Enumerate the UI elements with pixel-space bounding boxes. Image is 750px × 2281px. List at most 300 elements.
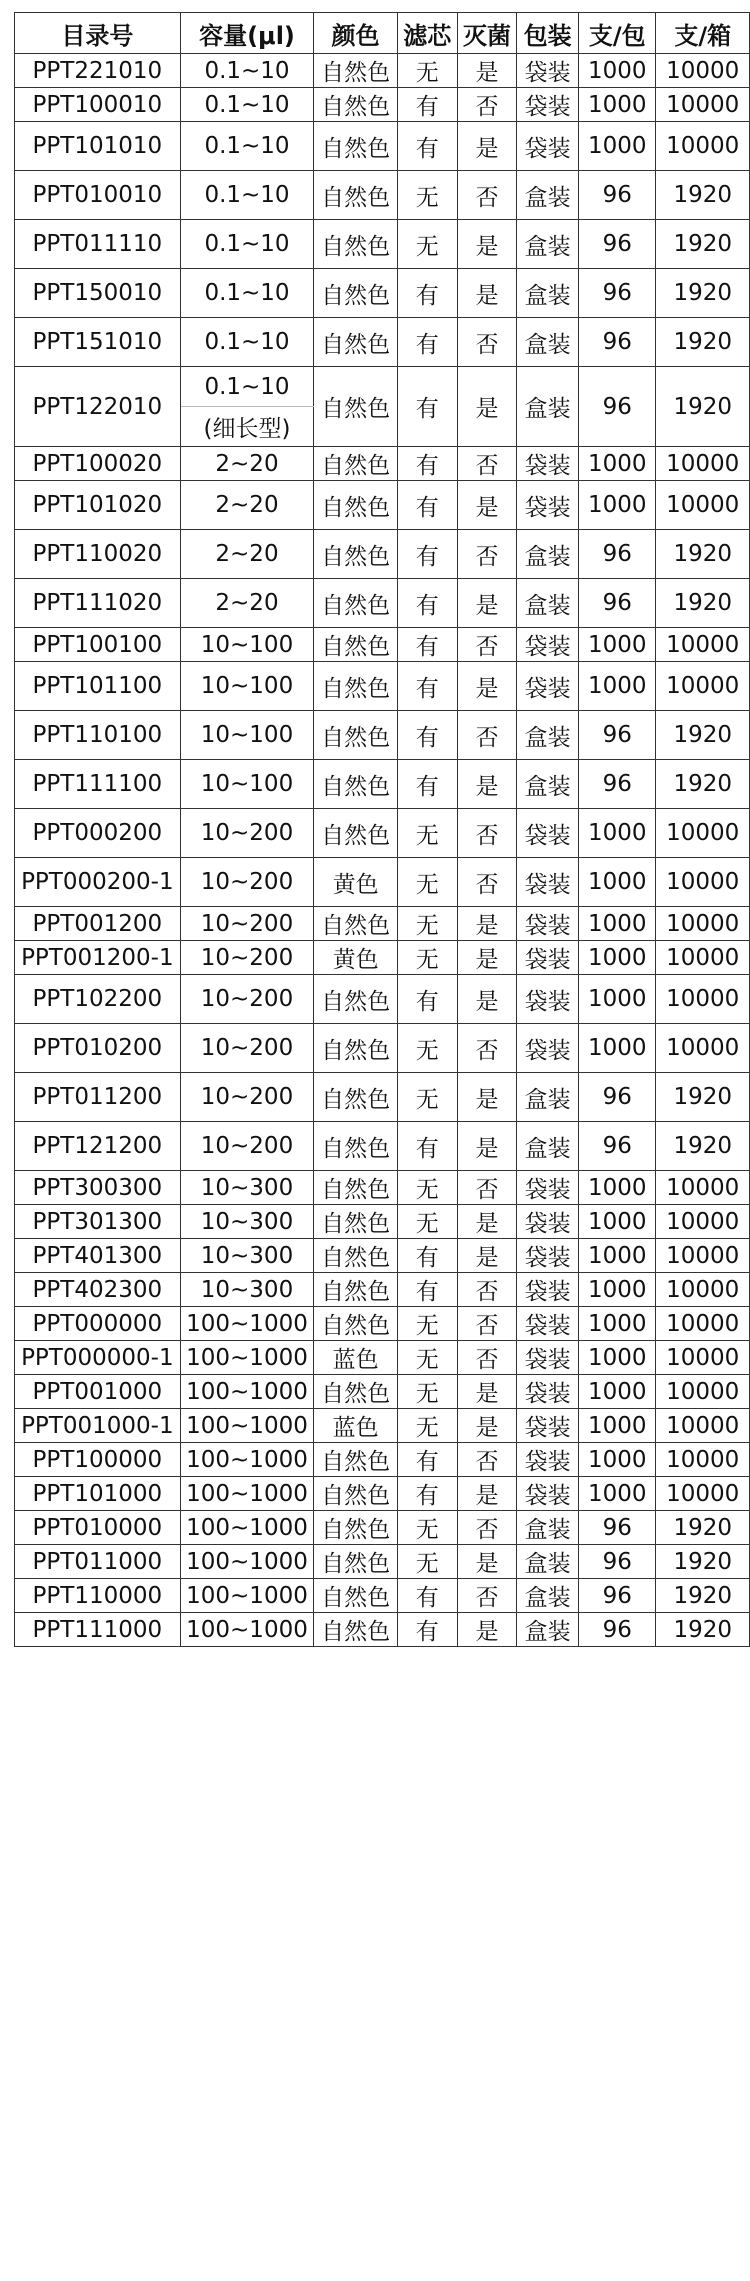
per-pack-cell: 1000 <box>578 809 656 858</box>
per-pack-cell: 1000 <box>578 447 656 481</box>
catalog-no-cell: PPT150010 <box>15 269 181 318</box>
sterile-cell: 是 <box>457 1073 517 1122</box>
color-cell: 自然色 <box>314 1273 398 1307</box>
catalog-no-cell: PPT100020 <box>15 447 181 481</box>
filter-cell: 有 <box>397 269 457 318</box>
catalog-no-cell: PPT111020 <box>15 579 181 628</box>
per-pack-cell: 96 <box>578 1613 656 1647</box>
packaging-cell: 盒装 <box>517 711 579 760</box>
volume-cell: 100~1000 <box>180 1477 314 1511</box>
table-row <box>15 760 750 809</box>
catalog-no-cell: PPT011110 <box>15 220 181 269</box>
per-case-cell: 10000 <box>656 1375 750 1409</box>
sterile-cell: 是 <box>457 122 517 171</box>
volume-cell: 100~1000 <box>180 1545 314 1579</box>
sterile-cell: 否 <box>457 88 517 122</box>
per-pack-cell: 1000 <box>578 941 656 975</box>
filter-cell: 有 <box>397 1443 457 1477</box>
per-case-cell: 10000 <box>656 54 750 88</box>
volume-cell: 10~100 <box>180 628 314 662</box>
filter-cell: 有 <box>397 711 457 760</box>
catalog-no-cell: PPT121200 <box>15 1122 181 1171</box>
packaging-cell: 袋装 <box>517 481 579 530</box>
sterile-cell: 是 <box>457 481 517 530</box>
sterile-cell: 是 <box>457 1205 517 1239</box>
volume-cell: 2~20 <box>180 481 314 530</box>
per-pack-cell: 1000 <box>578 975 656 1024</box>
catalog-no-cell: PPT010000 <box>15 1511 181 1545</box>
volume-cell: 10~300 <box>180 1239 314 1273</box>
table-row <box>15 941 750 975</box>
per-pack-cell: 1000 <box>578 1205 656 1239</box>
per-pack-cell: 1000 <box>578 907 656 941</box>
volume-cell: 100~1000 <box>180 1409 314 1443</box>
header-per-pack: 支/包 <box>578 13 656 54</box>
color-cell: 自然色 <box>314 1171 398 1205</box>
table-row <box>15 318 750 367</box>
per-pack-cell: 96 <box>578 1545 656 1579</box>
volume-cell: 10~100 <box>180 662 314 711</box>
packaging-cell: 袋装 <box>517 1409 579 1443</box>
volume-cell: 10~200 <box>180 907 314 941</box>
filter-cell: 有 <box>397 1613 457 1647</box>
packaging-cell: 盒装 <box>517 220 579 269</box>
per-case-cell: 1920 <box>656 579 750 628</box>
filter-cell: 无 <box>397 1409 457 1443</box>
filter-cell: 有 <box>397 628 457 662</box>
catalog-no-cell: PPT101100 <box>15 662 181 711</box>
table-row <box>15 809 750 858</box>
volume-cell: 100~1000 <box>180 1341 314 1375</box>
table-row <box>15 1545 750 1579</box>
color-cell: 自然色 <box>314 628 398 662</box>
per-case-cell: 10000 <box>656 1341 750 1375</box>
catalog-no-cell: PPT000000-1 <box>15 1341 181 1375</box>
per-case-cell: 10000 <box>656 907 750 941</box>
packaging-cell: 袋装 <box>517 1307 579 1341</box>
volume-cell: 10~300 <box>180 1205 314 1239</box>
filter-cell: 无 <box>397 941 457 975</box>
volume-cell: 10~100 <box>180 711 314 760</box>
table-row <box>15 662 750 711</box>
filter-cell: 无 <box>397 1545 457 1579</box>
sterile-cell: 是 <box>457 1613 517 1647</box>
color-cell: 自然色 <box>314 809 398 858</box>
color-cell: 自然色 <box>314 975 398 1024</box>
packaging-cell: 盒装 <box>517 1073 579 1122</box>
color-cell: 自然色 <box>314 1307 398 1341</box>
packaging-cell: 袋装 <box>517 907 579 941</box>
per-case-cell: 10000 <box>656 1307 750 1341</box>
per-case-cell: 1920 <box>656 171 750 220</box>
color-cell: 自然色 <box>314 1239 398 1273</box>
table-row <box>15 220 750 269</box>
table-row <box>15 628 750 662</box>
table-row <box>15 1239 750 1273</box>
catalog-no-cell: PPT001000-1 <box>15 1409 181 1443</box>
per-pack-cell: 1000 <box>578 662 656 711</box>
packaging-cell: 袋装 <box>517 122 579 171</box>
color-cell: 自然色 <box>314 269 398 318</box>
per-case-cell: 10000 <box>656 975 750 1024</box>
packaging-cell: 盒装 <box>517 760 579 809</box>
sterile-cell: 否 <box>457 628 517 662</box>
catalog-no-cell: PPT151010 <box>15 318 181 367</box>
table-row <box>15 1443 750 1477</box>
catalog-no-cell: PPT101020 <box>15 481 181 530</box>
color-cell: 黄色 <box>314 941 398 975</box>
catalog-no-cell: PPT110100 <box>15 711 181 760</box>
packaging-cell: 盒装 <box>517 367 579 447</box>
catalog-no-cell: PPT111100 <box>15 760 181 809</box>
per-pack-cell: 1000 <box>578 1375 656 1409</box>
per-case-cell: 10000 <box>656 1171 750 1205</box>
packaging-cell: 盒装 <box>517 269 579 318</box>
per-pack-cell: 1000 <box>578 858 656 907</box>
filter-cell: 无 <box>397 907 457 941</box>
filter-cell: 无 <box>397 809 457 858</box>
filter-cell: 有 <box>397 122 457 171</box>
packaging-cell: 袋装 <box>517 1443 579 1477</box>
color-cell: 自然色 <box>314 1205 398 1239</box>
filter-cell: 有 <box>397 1477 457 1511</box>
color-cell: 自然色 <box>314 579 398 628</box>
filter-cell: 无 <box>397 1375 457 1409</box>
catalog-no-cell: PPT010010 <box>15 171 181 220</box>
sterile-cell: 否 <box>457 809 517 858</box>
per-pack-cell: 1000 <box>578 1477 656 1511</box>
catalog-no-cell: PPT300300 <box>15 1171 181 1205</box>
per-case-cell: 1920 <box>656 1073 750 1122</box>
per-case-cell: 1920 <box>656 367 750 447</box>
catalog-no-cell: PPT001200-1 <box>15 941 181 975</box>
catalog-no-cell: PPT111000 <box>15 1613 181 1647</box>
catalog-no-cell: PPT401300 <box>15 1239 181 1273</box>
volume-cell: 10~200 <box>180 809 314 858</box>
packaging-cell: 袋装 <box>517 628 579 662</box>
per-pack-cell: 1000 <box>578 122 656 171</box>
table-row <box>15 54 750 88</box>
per-pack-cell: 96 <box>578 269 656 318</box>
filter-cell: 有 <box>397 530 457 579</box>
table-body <box>15 54 750 1647</box>
table-row <box>15 122 750 171</box>
per-pack-cell: 1000 <box>578 1239 656 1273</box>
color-cell: 自然色 <box>314 1024 398 1073</box>
color-cell: 自然色 <box>314 318 398 367</box>
filter-cell: 有 <box>397 88 457 122</box>
filter-cell: 无 <box>397 1341 457 1375</box>
color-cell: 自然色 <box>314 220 398 269</box>
per-case-cell: 10000 <box>656 858 750 907</box>
per-pack-cell: 1000 <box>578 1307 656 1341</box>
table-row <box>15 171 750 220</box>
per-case-cell: 1920 <box>656 760 750 809</box>
sterile-cell: 是 <box>457 975 517 1024</box>
filter-cell: 无 <box>397 1511 457 1545</box>
per-pack-cell: 96 <box>578 1122 656 1171</box>
sterile-cell: 是 <box>457 1545 517 1579</box>
per-case-cell: 1920 <box>656 1579 750 1613</box>
filter-cell: 无 <box>397 54 457 88</box>
color-cell: 自然色 <box>314 122 398 171</box>
per-pack-cell: 1000 <box>578 1409 656 1443</box>
per-pack-cell: 96 <box>578 220 656 269</box>
table-row <box>15 269 750 318</box>
filter-cell: 无 <box>397 171 457 220</box>
sterile-cell: 否 <box>457 1307 517 1341</box>
per-case-cell: 10000 <box>656 1024 750 1073</box>
sterile-cell: 是 <box>457 907 517 941</box>
per-case-cell: 10000 <box>656 628 750 662</box>
catalog-no-cell: PPT001000 <box>15 1375 181 1409</box>
color-cell: 自然色 <box>314 1613 398 1647</box>
per-case-cell: 10000 <box>656 1273 750 1307</box>
filter-cell: 无 <box>397 1024 457 1073</box>
color-cell: 自然色 <box>314 662 398 711</box>
packaging-cell: 盒装 <box>517 1122 579 1171</box>
color-cell: 自然色 <box>314 530 398 579</box>
color-cell: 蓝色 <box>314 1409 398 1443</box>
sterile-cell: 是 <box>457 367 517 447</box>
per-case-cell: 1920 <box>656 318 750 367</box>
header-color: 颜色 <box>314 13 398 54</box>
packaging-cell: 袋装 <box>517 88 579 122</box>
volume-cell: 0.1~10 <box>180 88 314 122</box>
volume-cell: 0.1~10 <box>180 318 314 367</box>
catalog-no-cell: PPT100000 <box>15 1443 181 1477</box>
volume-cell: 2~20 <box>180 530 314 579</box>
table-row <box>15 1307 750 1341</box>
per-pack-cell: 96 <box>578 711 656 760</box>
packaging-cell: 袋装 <box>517 809 579 858</box>
packaging-cell: 袋装 <box>517 662 579 711</box>
catalog-no-cell: PPT100100 <box>15 628 181 662</box>
sterile-cell: 否 <box>457 1511 517 1545</box>
sterile-cell: 否 <box>457 858 517 907</box>
volume-cell: 0.1~10 <box>180 54 314 88</box>
per-case-cell: 10000 <box>656 1409 750 1443</box>
header-row <box>15 13 750 54</box>
color-cell: 自然色 <box>314 760 398 809</box>
volume-cell: 0.1~10 <box>180 220 314 269</box>
color-cell: 自然色 <box>314 1122 398 1171</box>
color-cell: 自然色 <box>314 54 398 88</box>
catalog-no-cell: PPT301300 <box>15 1205 181 1239</box>
per-pack-cell: 96 <box>578 1511 656 1545</box>
per-pack-cell: 96 <box>578 530 656 579</box>
header-packaging: 包装 <box>517 13 579 54</box>
per-case-cell: 10000 <box>656 809 750 858</box>
color-cell: 自然色 <box>314 447 398 481</box>
per-case-cell: 1920 <box>656 1545 750 1579</box>
volume-cell: 100~1000 <box>180 1307 314 1341</box>
catalog-no-cell: PPT100010 <box>15 88 181 122</box>
per-case-cell: 10000 <box>656 1239 750 1273</box>
table-row <box>15 1273 750 1307</box>
color-cell: 自然色 <box>314 711 398 760</box>
catalog-no-cell: PPT122010 <box>15 367 181 447</box>
per-case-cell: 1920 <box>656 1122 750 1171</box>
per-case-cell: 1920 <box>656 711 750 760</box>
sterile-cell: 否 <box>457 1443 517 1477</box>
filter-cell: 有 <box>397 662 457 711</box>
catalog-no-cell: PPT110020 <box>15 530 181 579</box>
table-row <box>15 1409 750 1443</box>
filter-cell: 无 <box>397 1171 457 1205</box>
header-catalog-no: 目录号 <box>15 13 181 54</box>
color-cell: 自然色 <box>314 171 398 220</box>
header-per-case: 支/箱 <box>656 13 750 54</box>
table-row <box>15 1024 750 1073</box>
table-row <box>15 1511 750 1545</box>
color-cell: 自然色 <box>314 367 398 447</box>
sterile-cell: 是 <box>457 1375 517 1409</box>
volume-cell: 10~200 <box>180 858 314 907</box>
sterile-cell: 否 <box>457 1579 517 1613</box>
per-case-cell: 1920 <box>656 1613 750 1647</box>
table-row <box>15 88 750 122</box>
packaging-cell: 盒装 <box>517 1545 579 1579</box>
volume-cell: 2~20 <box>180 447 314 481</box>
per-pack-cell: 1000 <box>578 481 656 530</box>
table-row <box>15 711 750 760</box>
sterile-cell: 否 <box>457 1341 517 1375</box>
volume-cell: 10~200 <box>180 975 314 1024</box>
table-row <box>15 1613 750 1647</box>
per-pack-cell: 96 <box>578 318 656 367</box>
packaging-cell: 袋装 <box>517 1171 579 1205</box>
catalog-no-cell: PPT010200 <box>15 1024 181 1073</box>
filter-cell: 有 <box>397 975 457 1024</box>
catalog-no-cell: PPT000200 <box>15 809 181 858</box>
filter-cell: 无 <box>397 858 457 907</box>
color-cell: 自然色 <box>314 907 398 941</box>
per-pack-cell: 1000 <box>578 54 656 88</box>
sterile-cell: 否 <box>457 1273 517 1307</box>
filter-cell: 有 <box>397 367 457 447</box>
sterile-cell: 是 <box>457 54 517 88</box>
catalog-no-cell: PPT011200 <box>15 1073 181 1122</box>
color-cell: 自然色 <box>314 481 398 530</box>
sterile-cell: 是 <box>457 1122 517 1171</box>
filter-cell: 无 <box>397 220 457 269</box>
catalog-no-cell: PPT000000 <box>15 1307 181 1341</box>
color-cell: 自然色 <box>314 1511 398 1545</box>
packaging-cell: 盒装 <box>517 1613 579 1647</box>
table-row <box>15 579 750 628</box>
table-row <box>15 530 750 579</box>
sterile-cell: 否 <box>457 318 517 367</box>
product-table <box>14 12 750 1647</box>
table-row <box>15 367 750 407</box>
per-pack-cell: 96 <box>578 1579 656 1613</box>
per-pack-cell: 1000 <box>578 1024 656 1073</box>
packaging-cell: 袋装 <box>517 1375 579 1409</box>
packaging-cell: 袋装 <box>517 54 579 88</box>
packaging-cell: 盒装 <box>517 579 579 628</box>
color-cell: 自然色 <box>314 1545 398 1579</box>
catalog-no-cell: PPT101010 <box>15 122 181 171</box>
catalog-no-cell: PPT001200 <box>15 907 181 941</box>
per-case-cell: 1920 <box>656 530 750 579</box>
packaging-cell: 袋装 <box>517 1477 579 1511</box>
filter-cell: 无 <box>397 1307 457 1341</box>
per-pack-cell: 1000 <box>578 1443 656 1477</box>
filter-cell: 有 <box>397 1239 457 1273</box>
per-pack-cell: 1000 <box>578 1171 656 1205</box>
volume-cell: 10~300 <box>180 1171 314 1205</box>
volume-cell: 0.1~10 <box>180 122 314 171</box>
packaging-cell: 盒装 <box>517 530 579 579</box>
volume-cell: 10~300 <box>180 1273 314 1307</box>
filter-cell: 有 <box>397 760 457 809</box>
volume-cell: 10~200 <box>180 1122 314 1171</box>
per-case-cell: 10000 <box>656 1205 750 1239</box>
filter-cell: 有 <box>397 318 457 367</box>
packaging-cell: 袋装 <box>517 1273 579 1307</box>
catalog-no-cell: PPT110000 <box>15 1579 181 1613</box>
per-case-cell: 10000 <box>656 88 750 122</box>
packaging-cell: 袋装 <box>517 1341 579 1375</box>
table-row <box>15 481 750 530</box>
per-pack-cell: 1000 <box>578 1273 656 1307</box>
sterile-cell: 否 <box>457 171 517 220</box>
per-case-cell: 1920 <box>656 269 750 318</box>
catalog-no-cell: PPT221010 <box>15 54 181 88</box>
per-pack-cell: 96 <box>578 1073 656 1122</box>
catalog-no-cell: PPT402300 <box>15 1273 181 1307</box>
per-pack-cell: 96 <box>578 760 656 809</box>
filter-cell: 有 <box>397 1273 457 1307</box>
catalog-no-cell: PPT000200-1 <box>15 858 181 907</box>
table-row <box>15 975 750 1024</box>
per-case-cell: 10000 <box>656 941 750 975</box>
sterile-cell: 是 <box>457 941 517 975</box>
per-case-cell: 10000 <box>656 1443 750 1477</box>
color-cell: 自然色 <box>314 1443 398 1477</box>
sterile-cell: 否 <box>457 1024 517 1073</box>
per-pack-cell: 96 <box>578 579 656 628</box>
per-pack-cell: 1000 <box>578 628 656 662</box>
per-pack-cell: 96 <box>578 367 656 447</box>
packaging-cell: 盒装 <box>517 171 579 220</box>
per-case-cell: 10000 <box>656 662 750 711</box>
sterile-cell: 是 <box>457 220 517 269</box>
volume-cell: 0.1~10 <box>180 171 314 220</box>
volume-cell: 100~1000 <box>180 1375 314 1409</box>
volume-cell: 0.1~10 <box>180 269 314 318</box>
color-cell: 自然色 <box>314 88 398 122</box>
packaging-cell: 袋装 <box>517 1024 579 1073</box>
packaging-cell: 袋装 <box>517 858 579 907</box>
table-row <box>15 1171 750 1205</box>
per-case-cell: 1920 <box>656 1511 750 1545</box>
volume-cell: 10~100 <box>180 760 314 809</box>
volume-cell: 100~1000 <box>180 1511 314 1545</box>
table-row <box>15 858 750 907</box>
volume-cell: 2~20 <box>180 579 314 628</box>
packaging-cell: 盒装 <box>517 1579 579 1613</box>
packaging-cell: 袋装 <box>517 1239 579 1273</box>
volume-cell: 10~200 <box>180 1024 314 1073</box>
volume-cell: 10~200 <box>180 941 314 975</box>
filter-cell: 有 <box>397 1122 457 1171</box>
table-header <box>15 13 750 54</box>
volume-cell: 10~200 <box>180 1073 314 1122</box>
packaging-cell: 盒装 <box>517 1511 579 1545</box>
table-row <box>15 907 750 941</box>
